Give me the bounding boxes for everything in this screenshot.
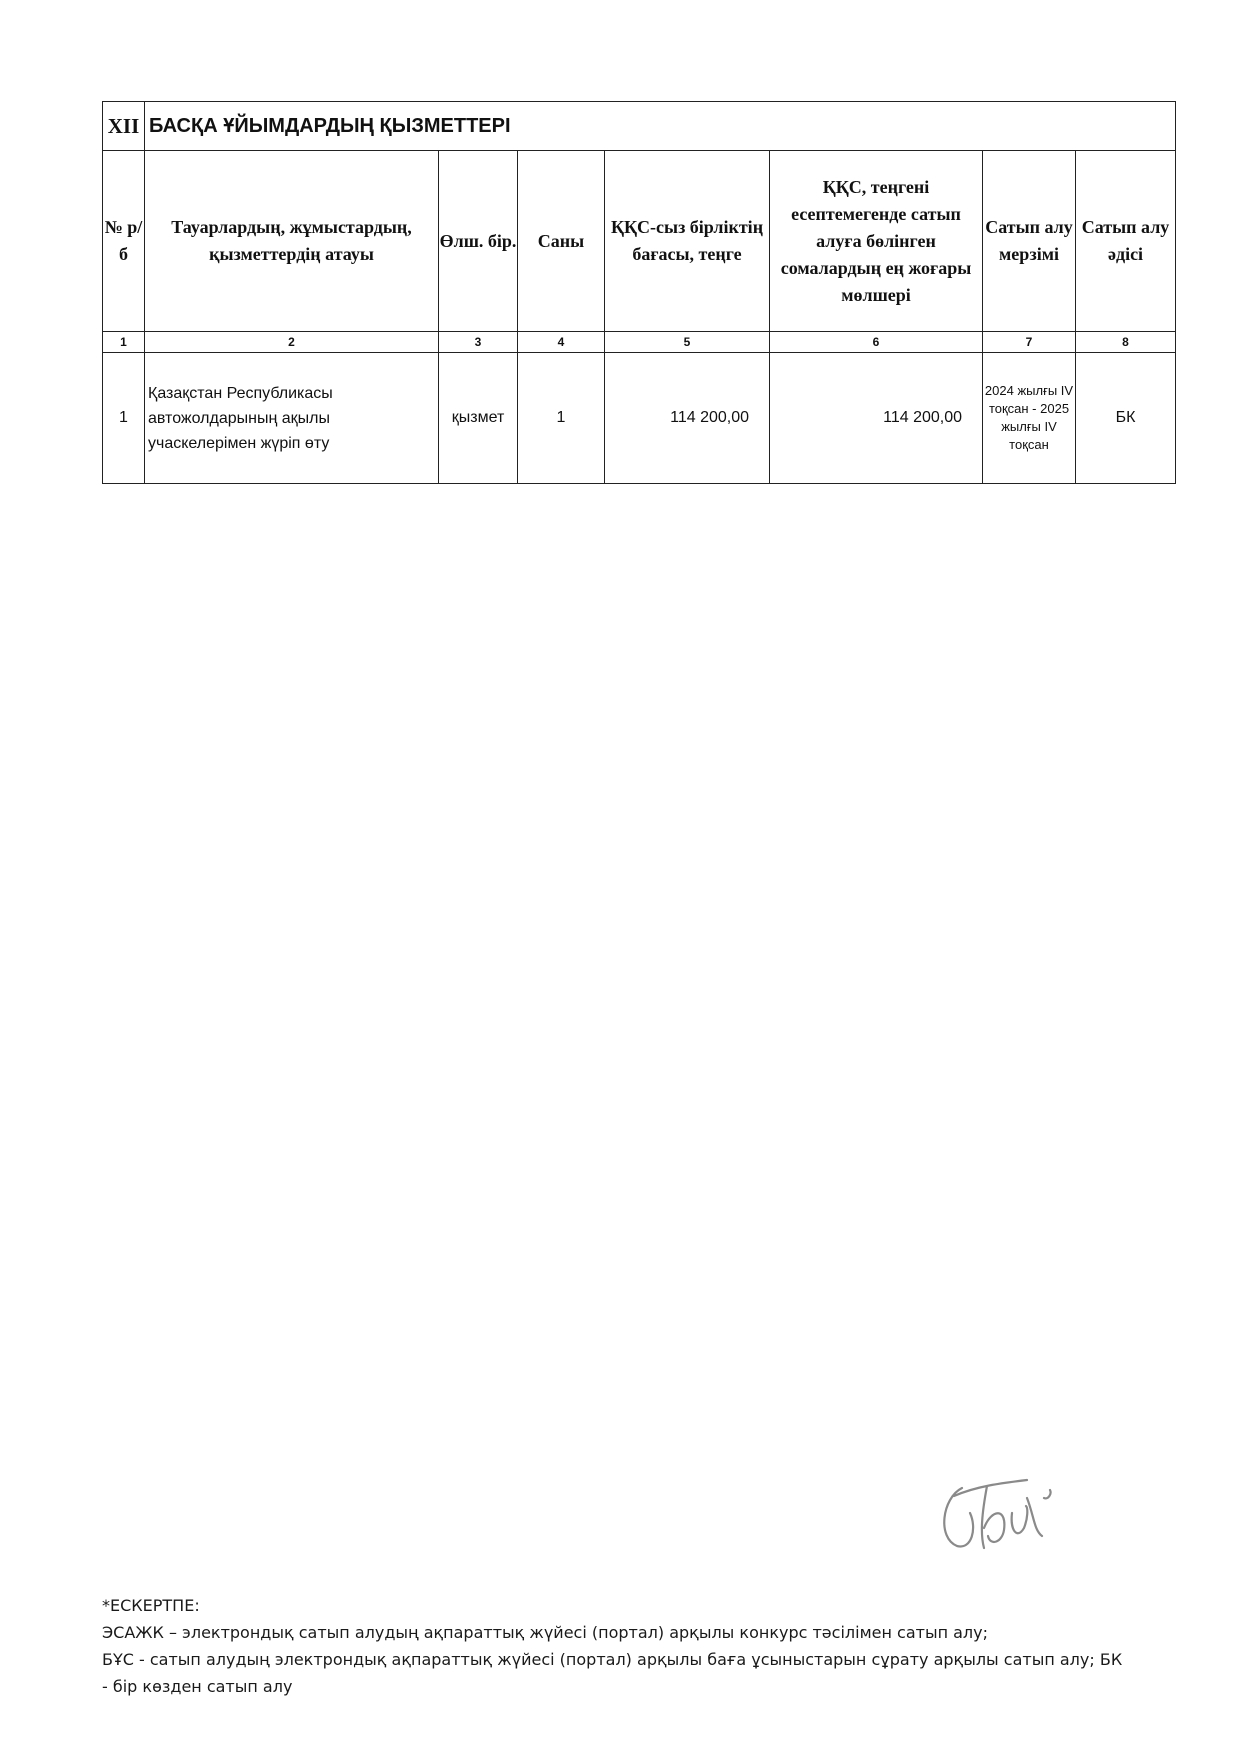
- header-price: ҚҚС-сыз бірліктің бағасы, теңге: [605, 151, 770, 332]
- header-unit: Өлш. бір.: [439, 151, 518, 332]
- row-qty: 1: [518, 353, 605, 484]
- procurement-table-sheet: [102, 101, 1175, 484]
- section-row: [103, 102, 1176, 151]
- header-qty: Саны: [518, 151, 605, 332]
- header-period: Сатып алу мерзімі: [983, 151, 1076, 332]
- signature-image: [932, 1468, 1072, 1558]
- column-number: 5: [605, 332, 770, 353]
- column-number: 7: [983, 332, 1076, 353]
- header-num: № р/б: [103, 151, 145, 332]
- column-number: 4: [518, 332, 605, 353]
- footnote-line: БҰС - сатып алудың электрондық ақпараттық жүйесі (портал) арқылы баға ұсыныстарын сұрату арқылы сатып алу; БК - бір көзден сатып алу: [102, 1650, 1123, 1696]
- row-price: 114 200,00: [605, 353, 770, 484]
- table-row: [103, 353, 1176, 484]
- row-num: 1: [103, 353, 145, 484]
- column-number: 2: [145, 332, 439, 353]
- row-period: 2024 жылғы IV тоқсан - 2025 жылғы IV тоқсан: [983, 353, 1076, 484]
- column-number: 6: [770, 332, 983, 353]
- section-title: БАСҚА ҰЙЫМДАРДЫҢ ҚЫЗМЕТТЕРІ: [145, 102, 1176, 151]
- footnote: [102, 1592, 1132, 1700]
- row-total: 114 200,00: [770, 353, 983, 484]
- header-total: ҚҚС, теңгені есептемегенде сатып алуға бөлінген сомалардың ең жоғары мөлшері: [770, 151, 983, 332]
- column-number: 8: [1076, 332, 1176, 353]
- row-name: Қазақстан Республикасы автожолдарының ақылы учаскелерімен жүріп өту: [145, 353, 439, 484]
- row-method: БК: [1076, 353, 1176, 484]
- header-method: Сатып алу әдісі: [1076, 151, 1176, 332]
- row-unit: қызмет: [439, 353, 518, 484]
- column-number-row: [103, 332, 1176, 353]
- footnote-line: ЭСАЖК – электрондық сатып алудың ақпараттық жүйесі (портал) арқылы конкурс тәсілімен сатып алу;: [102, 1623, 989, 1642]
- column-number: 3: [439, 332, 518, 353]
- footnote-title: *ЕСКЕРТПЕ:: [102, 1596, 200, 1615]
- section-number: XII: [103, 102, 145, 151]
- procurement-table: [102, 101, 1176, 484]
- column-number: 1: [103, 332, 145, 353]
- header-row: [103, 151, 1176, 332]
- header-name: Тауарлардың, жұмыстардың, қызметтердің атауы: [145, 151, 439, 332]
